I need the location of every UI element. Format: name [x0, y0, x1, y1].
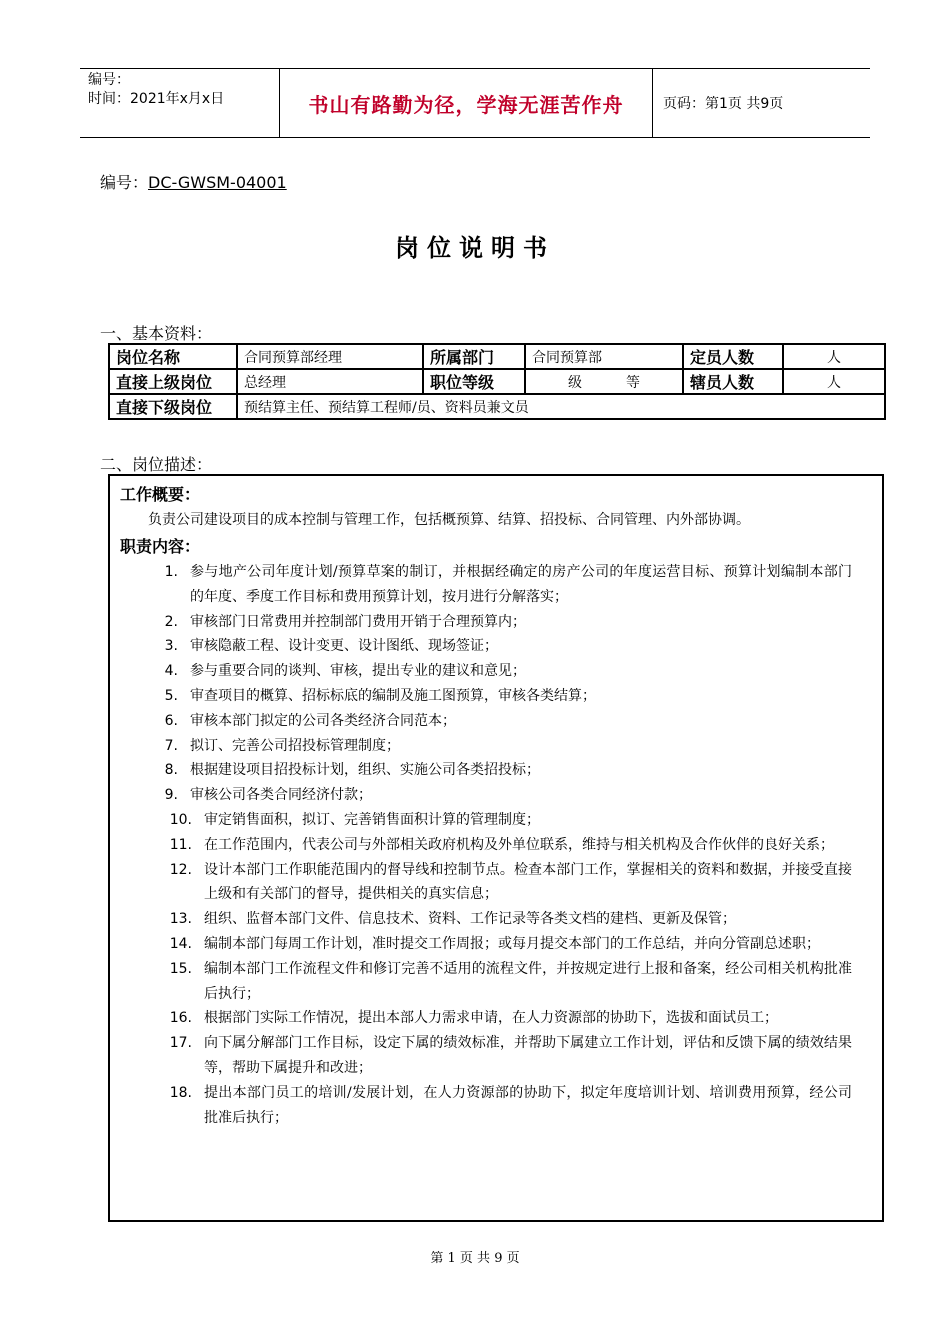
duty-text: 审核公司各类合同经济付款； [190, 787, 372, 804]
duty-number: 14. [169, 935, 192, 952]
list-item [120, 1031, 852, 1081]
duty-text: 审核部门日常费用并控制部门费用开销于合理预算内； [190, 613, 526, 630]
section-basic-heading: 一、基本资料： [100, 324, 213, 343]
list-item [120, 560, 852, 610]
duty-text: 审查项目的概算、招标标底的编制及施工图预算，审核各类结算； [190, 687, 596, 704]
list-item [120, 659, 852, 684]
duty-text: 拟订、完善公司招投标管理制度； [190, 737, 400, 754]
duty-text: 在工作范围内，代表公司与外部相关政府机构及外单位联系，维持与相关机构及合作伙伴的良好关系； [204, 836, 834, 853]
list-item [120, 932, 852, 957]
list-item [120, 634, 852, 659]
dept-value: 合同预算部 [525, 344, 683, 369]
table-row [109, 369, 885, 394]
duty-number: 10. [169, 811, 192, 828]
subordinate-value: 预结算主任、预结算工程师/员、资料员兼文员 [237, 394, 885, 419]
dept-label: 所属部门 [423, 344, 525, 369]
duty-number: 4. [164, 663, 178, 680]
duty-text: 根据部门实际工作情况，提出本部人力需求申请，在人力资源部的协助下，选拔和面试员工； [204, 1010, 778, 1027]
duty-number: 12. [169, 861, 192, 878]
list-item [120, 858, 852, 908]
duty-text: 审核本部门拟定的公司各类经济合同范本； [190, 712, 456, 729]
duty-text: 审定销售面积，拟订、完善销售面积计算的管理制度； [204, 811, 540, 828]
doc-number-label: 编号： [100, 173, 149, 192]
list-item [120, 758, 852, 783]
post-name-label: 岗位名称 [109, 344, 237, 369]
header-motto: 书山有路勤为径，学海无涯苦作舟 [280, 69, 653, 137]
post-name-value: 合同预算部经理 [237, 344, 423, 369]
duty-number: 13. [169, 911, 192, 928]
header-meta [80, 69, 280, 137]
header-doc-no: 编号： [88, 72, 130, 88]
superior-label: 直接上级岗位 [109, 369, 237, 394]
grade-value [525, 369, 683, 394]
grade-level: 级 [568, 374, 582, 391]
list-item [120, 783, 852, 808]
list-item [120, 808, 852, 833]
superior-value: 总经理 [237, 369, 423, 394]
grade-label: 职位等级 [423, 369, 525, 394]
quota-label: 定员人数 [683, 344, 783, 369]
duty-text: 提出本部门员工的培训/发展计划，在人力资源部的协助下，拟定年度培训计划、培训费用预算，经公司批准后执行； [204, 1084, 852, 1126]
duty-number: 7. [164, 737, 178, 754]
duty-number: 9. [164, 787, 178, 804]
duty-number: 18. [169, 1084, 192, 1101]
quota-value: 人 [783, 344, 885, 369]
header-page-info: 页码：第1页 共9页 [663, 96, 784, 112]
duty-number: 5. [164, 687, 178, 704]
table-row [109, 344, 885, 369]
description-box [108, 474, 884, 1222]
grade-rank: 等 [626, 374, 640, 391]
duty-text: 向下属分解部门工作目标，设定下属的绩效标准，并帮助下属建立工作计划，评估和反馈下属的绩效结果等，帮助下属提升和改进； [204, 1035, 852, 1076]
duty-number: 16. [169, 1010, 192, 1027]
duties-list [120, 560, 852, 1130]
duty-text: 设计本部门工作职能范围内的督导线和控制节点。检查本部门工作，掌握相关的资料和数据，并接受直接上级和有关部门的督导，提供相关的真实信息； [204, 861, 852, 903]
list-item [120, 709, 852, 734]
duty-number: 8. [164, 762, 178, 779]
duty-number: 1. [164, 564, 178, 580]
list-item [120, 1006, 852, 1031]
duty-text: 参与地产公司年度计划/预算草案的制订，并根据经确定的房产公司的年度运营目标、预算计划编制本部门的年度、季度工作目标和费用预算计划，按月进行分解落实； [190, 564, 852, 605]
duty-text: 审核隐蔽工程、设计变更、设计图纸、现场签证； [190, 638, 498, 655]
doc-number-value: DC-GWSM-04001 [148, 173, 287, 192]
summary-text: 负责公司建设项目的成本控制与管理工作，包括概预算、结算、招投标、合同管理、内外部协调。 [148, 512, 750, 528]
duties-heading: 职责内容： [120, 537, 201, 556]
list-item [120, 957, 852, 1007]
duty-number: 6. [164, 712, 178, 729]
duty-number: 3. [164, 638, 178, 655]
duty-number: 15. [169, 960, 192, 977]
duty-text: 参与重要合同的谈判、审核，提出专业的建议和意见； [190, 663, 526, 680]
duty-text: 根据建设项目招投标计划，组织、实施公司各类招投标； [190, 762, 540, 779]
list-item [120, 684, 852, 709]
summary-heading: 工作概要： [120, 485, 201, 504]
list-item [120, 734, 852, 759]
list-item [120, 1081, 852, 1131]
duty-number: 17. [169, 1035, 192, 1052]
basic-info-table [108, 343, 886, 420]
page-header [80, 68, 870, 138]
subordinate-label: 直接下级岗位 [109, 394, 237, 419]
section-desc-heading: 二、岗位描述： [100, 455, 213, 474]
page-title: 岗位说明书 [395, 234, 555, 262]
header-time: 时间：2021年x月x日 [88, 91, 225, 107]
duty-text: 编制本部门每周工作计划，准时提交工作周报；或每月提交本部门的工作总结，并向分管副总述职； [204, 935, 820, 952]
staff-label: 辖员人数 [683, 369, 783, 394]
staff-value: 人 [783, 369, 885, 394]
duty-text: 组织、监督本部门文件、信息技术、资料、工作记录等各类文档的建档、更新及保管； [204, 911, 736, 928]
table-row [109, 394, 885, 419]
duty-number: 2. [164, 613, 178, 630]
page-footer: 第 1 页 共 9 页 [430, 1251, 520, 1266]
duty-text: 编制本部门工作流程文件和修订完善不适用的流程文件，并按规定进行上报和备案，经公司相关机构批准后执行； [204, 960, 852, 1002]
list-item [120, 610, 852, 635]
list-item [120, 907, 852, 932]
duty-number: 11. [169, 836, 192, 853]
doc-number [100, 170, 287, 193]
list-item [120, 833, 852, 858]
